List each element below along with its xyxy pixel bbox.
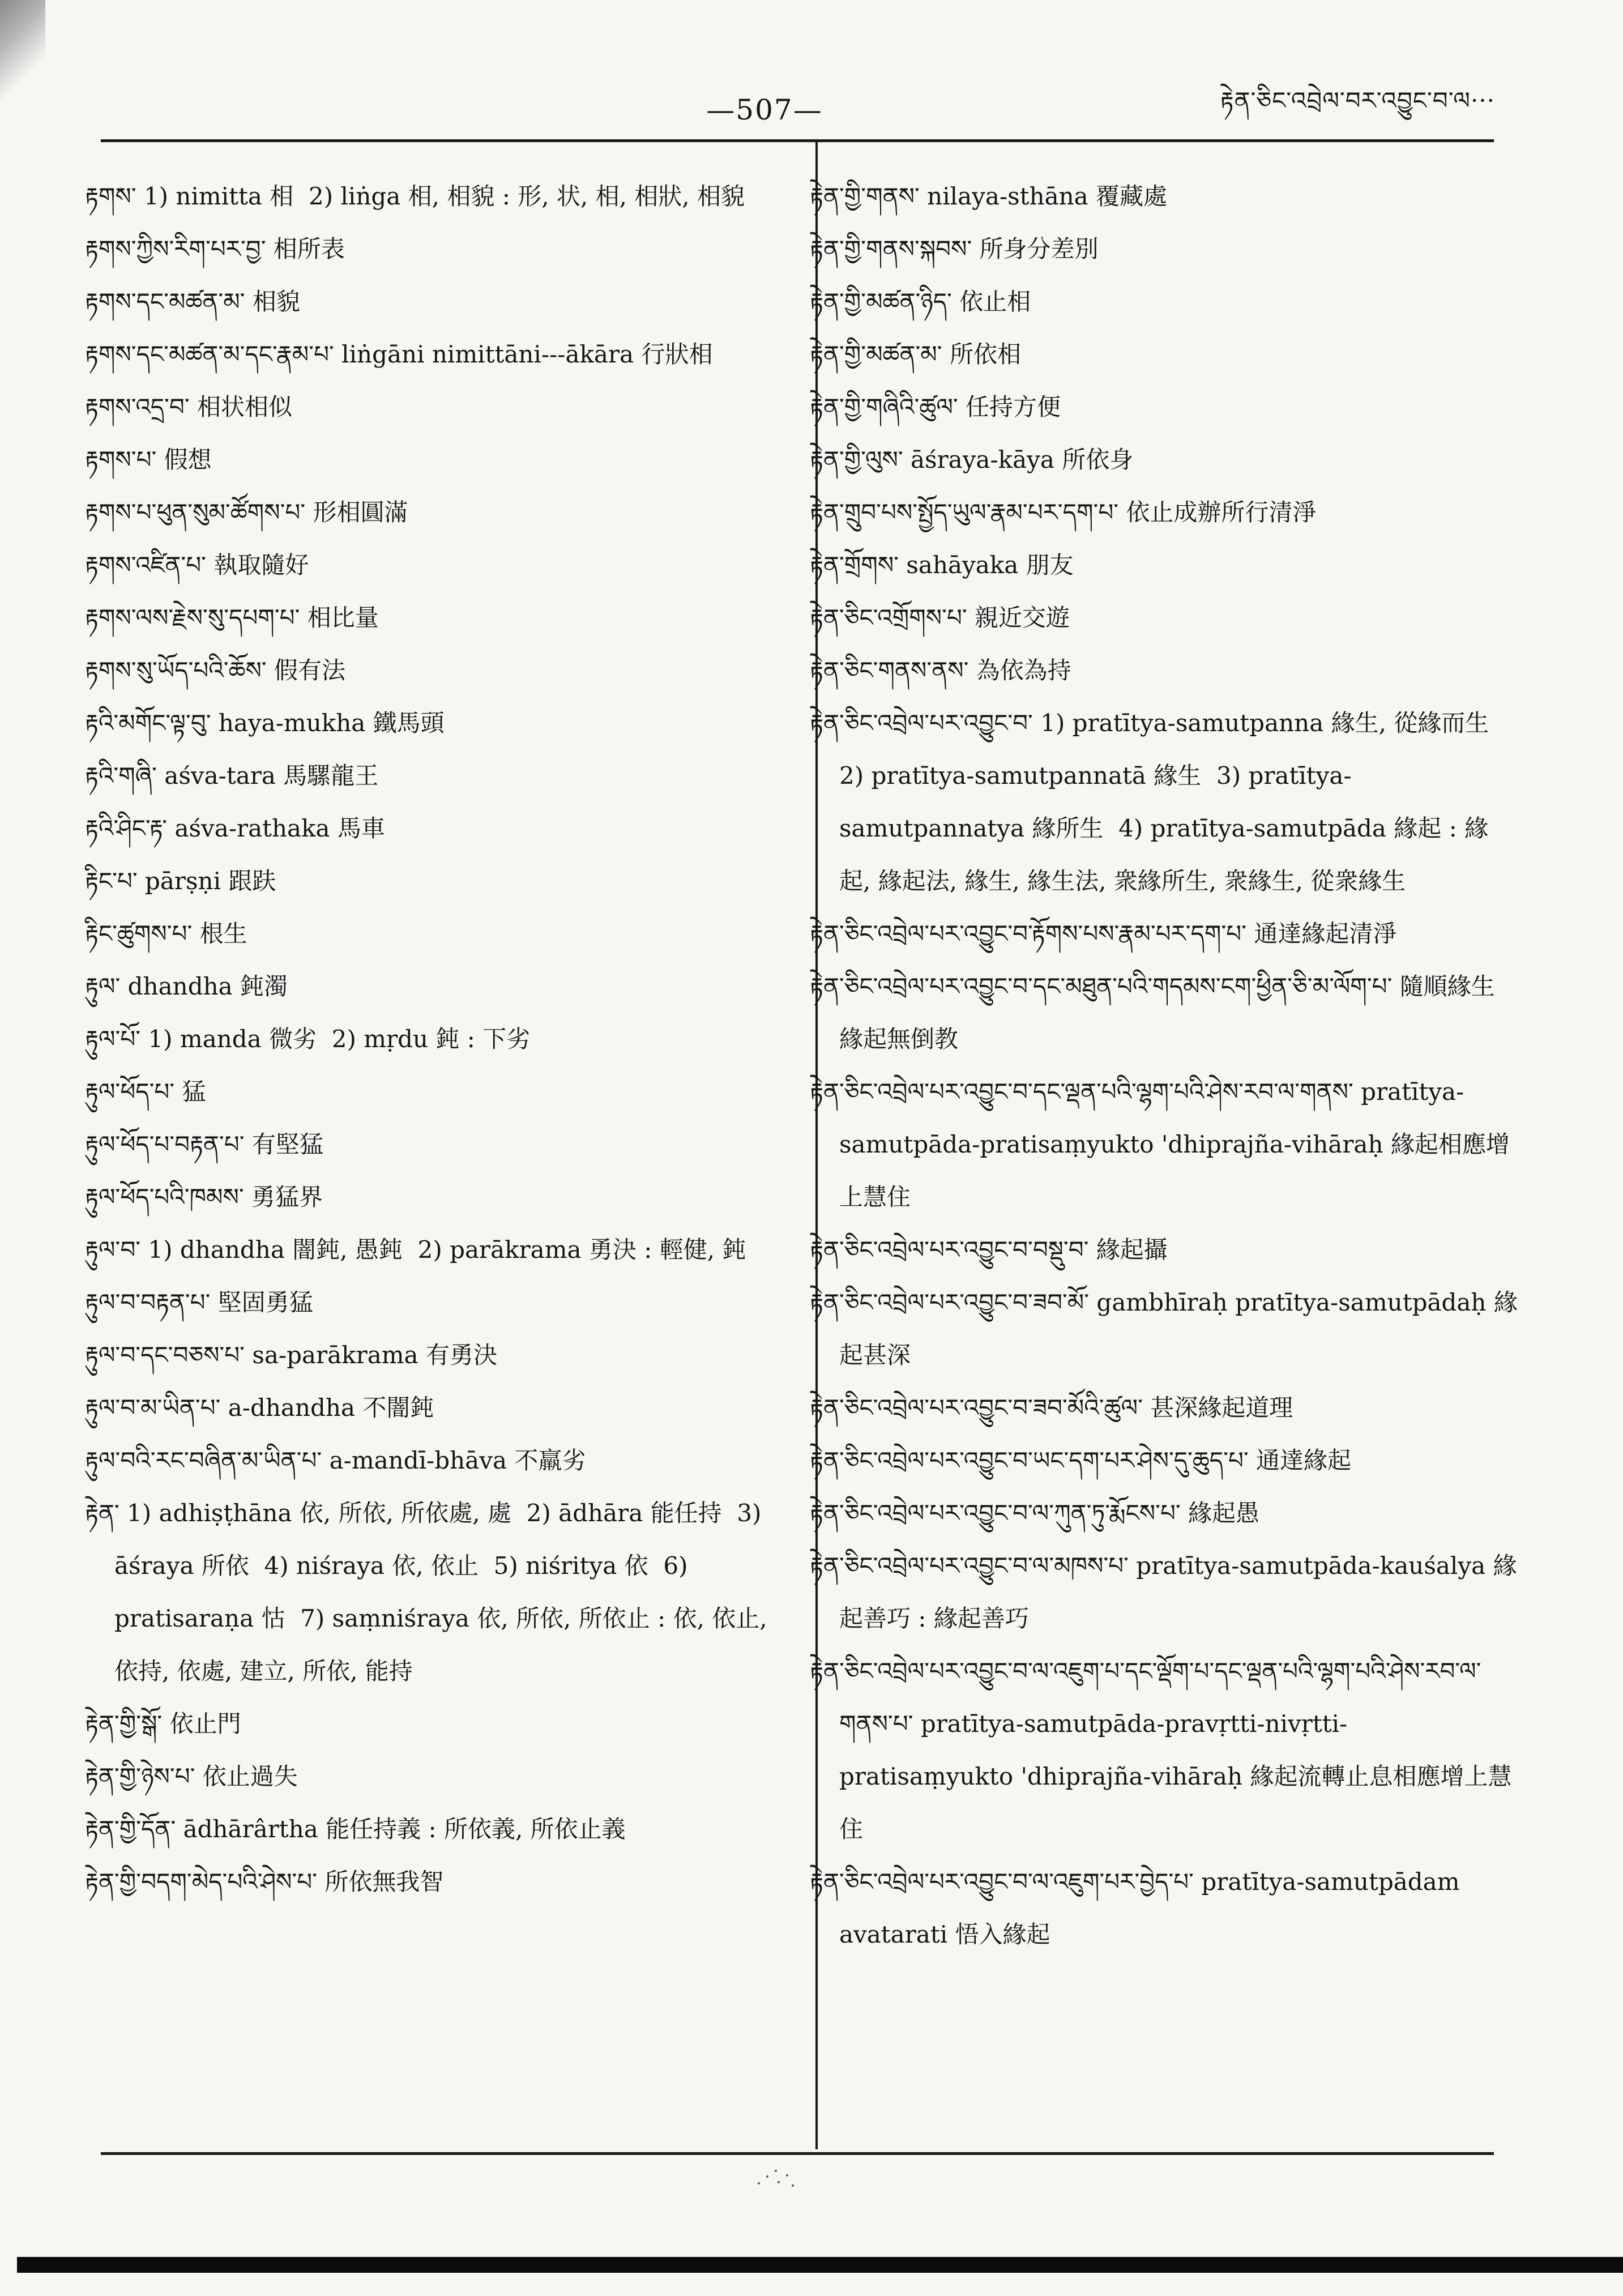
dictionary-entry: རྟེན་ཅིང་འབྲེལ་པར་འབྱུང་བ་ལ་འཇུག་པ་དང་ལྡོག་པ་དང་ལྡན་པའི་ལྷག་པའི་ཤེས་རབ་ལ་གནས་པ་ pratītya-samutpāda-pravṛtti-nivṛtti-pratisaṃyukto 'dhiprajña-vihāraḥ 緣起流轉止息相應增上慧住 xyxy=(810,1657,1512,1843)
dictionary-entry: རྟེན་ཅིང་འབྲེལ་པར་འབྱུང་བ་ལ་མཁས་པ་ pratītya-samutpāda-kauśalya 緣起善巧 : 緣起善巧 xyxy=(810,1552,1517,1632)
dictionary-entry: རྟུལ་ཕོད་པ་བརྟན་པ་ 有堅猛 xyxy=(85,1130,323,1158)
dictionary-entry: རྟུལ་ཕོད་པ་ 猛 xyxy=(85,1078,206,1106)
running-head: རྟེན་ཅིང་འབྲེལ་བར་འབྱུང་བ་ལ··· xyxy=(1220,87,1495,114)
bottom-rule xyxy=(101,2152,1494,2155)
dictionary-entry: རྟེན་གྱི་གནས་ nilaya-sthāna 覆藏處 xyxy=(810,182,1168,210)
dictionary-entry: རྟུལ་བ་ 1) dhandha 闇鈍, 愚鈍 2) parākrama 勇決 : 輕健, 鈍 xyxy=(85,1236,746,1264)
dictionary-entry: རྟེན་ཅིང་འབྲེལ་པར་འབྱུང་བ་ཡང་དག་པར་ཤེས་དུ་ཆུད་པ་ 通達緣起 xyxy=(810,1446,1352,1474)
dictionary-entry: རྟུལ་ dhandha 鈍濁 xyxy=(85,972,288,1000)
dictionary-entry: རྟེན་གྱི་ལུས་ āśraya-kāya 所依身 xyxy=(810,446,1134,473)
right-column xyxy=(810,170,1518,1961)
dictionary-entry: རྟེན་གྱི་གནས་སྐབས་ 所身分差別 xyxy=(810,235,1099,263)
dictionary-entry: རྟགས་སུ་ཡོད་པའི་ཆོས་ 假有法 xyxy=(85,656,345,684)
dictionary-entry: རྟུལ་བའི་རང་བཞིན་མ་ཡིན་པ་ a-mandī-bhāva 不羸劣 xyxy=(85,1446,586,1474)
dictionary-entry: རྟེན་ཅིང་འབྲེལ་པར་འབྱུང་བ་ཟབ་མོ་ gambhīraḥ pratītya-samutpādaḥ 緣起甚深 xyxy=(810,1288,1518,1369)
top-rule xyxy=(101,139,1494,142)
dictionary-entry: རྟེན་ཅིང་འབྲེལ་པར་འབྱུང་བ་དང་མཐུན་པའི་གདམས་ངག་ཕྱིན་ཅི་མ་ལོག་པ་ 隨順緣生緣起無倒教 xyxy=(810,972,1495,1053)
dictionary-entry: རྟགས་པ་ཕུན་སུམ་ཚོགས་པ་ 形相圓滿 xyxy=(85,498,408,526)
dictionary-entry: རྟེན་གྱི་མཚན་མ་ 所依相 xyxy=(810,340,1021,368)
dictionary-entry: རྟའི་ཤིང་རྟ་ aśva-rathaka 馬車 xyxy=(85,814,385,842)
dictionary-entry: རྟེན་གྱི་བདག་མེད་པའི་ཤེས་པ་ 所依無我智 xyxy=(85,1868,444,1896)
dictionary-entry: རྟུལ་པོ་ 1) manda 微劣 2) mṛdu 鈍 : 下劣 xyxy=(85,1025,531,1053)
dictionary-entry: རྟེན་གྲུབ་པས་སྤྱོད་ཡུལ་རྣམ་པར་དག་པ་ 依止成辦所行清淨 xyxy=(810,498,1317,526)
dictionary-entry: རྟེན་གྱི་ཉེས་པ་ 依止過失 xyxy=(85,1762,298,1790)
dictionary-entry: རྟུལ་བ་བརྟན་པ་ 堅固勇猛 xyxy=(85,1288,313,1316)
dictionary-entry: རྟེན་ཅིང་འབྲེལ་པར་འབྱུང་བ་ཟབ་མོའི་ཚུལ་ 甚深緣起道理 xyxy=(810,1394,1293,1422)
dictionary-entry: རྟེན་ཅིང་འགྲོགས་པ་ 親近交遊 xyxy=(810,604,1070,631)
dictionary-entry: རྟེན་གྱི་མཚན་ཉིད་ 依止相 xyxy=(810,288,1031,315)
scan-footer-bar xyxy=(17,2257,1623,2273)
dictionary-entry: རྟེན་ཅིང་འབྲེལ་པར་འབྱུང་བ་དང་ལྡན་པའི་ལྷག་པའི་ཤེས་རབ་ལ་གནས་ pratītya-samutpāda-pratisaṃyukto 'dhiprajña-vihāraḥ 緣起相應增上慧住 xyxy=(810,1078,1510,1211)
dictionary-entry: རྟུལ་བ་མ་ཡིན་པ་ a-dhandha 不闇鈍 xyxy=(85,1394,434,1422)
dictionary-entry: རྟེན་ཅིང་གནས་ནས་ 為依為持 xyxy=(810,656,1071,684)
scan-corner-shadow xyxy=(0,0,45,102)
dictionary-entry: རྟགས་དང་མཚན་མ་ 相貌 xyxy=(85,288,300,315)
dictionary-entry: རྟེན་ཅིང་འབྲེལ་པར་འབྱུང་བ་རྟོགས་པས་རྣམ་པར་དག་པ་ 通達緣起清淨 xyxy=(810,920,1397,948)
dictionary-entry: རྟེན་ཅིང་འབྲེལ་པར་འབྱུང་བ་ལ་ཀུན་ཏུ་རྨོངས་པ་ 緣起愚 xyxy=(810,1499,1260,1527)
dictionary-entry: རྟིང་ཚུགས་པ་ 根生 xyxy=(85,920,247,948)
dictionary-entry: རྟེན་ཅིང་འབྲེལ་པར་འབྱུང་བ་བསྡུ་བ་ 緣起攝 xyxy=(810,1236,1168,1264)
dictionary-entry: རྟགས་ 1) nimitta 相 2) liṅga 相, 相貌 : 形, 状, 相, 相狀, 相貌 xyxy=(85,182,745,210)
left-column xyxy=(85,170,796,1908)
dictionary-entry: རྟེན་གྱི་སྒོ་ 依止門 xyxy=(85,1710,241,1738)
dictionary-entry: རྟགས་འཛིན་པ་ 執取隨好 xyxy=(85,551,309,579)
dictionary-entry: རྟུལ་ཕོད་པའི་ཁམས་ 勇猛界 xyxy=(85,1183,323,1211)
dictionary-entry: རྟིང་པ་ pārṣṇi 跟趺 xyxy=(85,867,276,895)
dictionary-entry: རྟའི་གཞི་ aśva-tara 馬騾龍王 xyxy=(85,762,379,789)
dictionary-entry: རྟགས་ཀྱིས་རིག་པར་བྱ་ 相所表 xyxy=(85,235,345,263)
scan-specks xyxy=(753,2166,798,2195)
dictionary-entry: རྟགས་པ་ 假想 xyxy=(85,446,212,473)
dictionary-entry: རྟེན་ 1) adhiṣṭhāna 依, 所依, 所依處, 處 2) ādhāra 能任持 3) āśraya 所依 4) niśraya 依, 依止 5) niśritya 依 6) pratisaraṇa 怙 7) saṃniśraya 依, 所依, 所依止 : 依, 依止, 依持, 依處, 建立, 所依, 能持 xyxy=(85,1499,775,1685)
dictionary-entry: རྟུལ་བ་དང་བཅས་པ་ sa-parākrama 有勇決 xyxy=(85,1341,497,1369)
dictionary-entry: རྟེན་གྱི་དོན་ ādhārârtha 能任持義 : 所依義, 所依止義 xyxy=(85,1815,626,1843)
dictionary-entry: རྟགས་ལས་རྗེས་སུ་དཔག་པ་ 相比量 xyxy=(85,604,379,631)
dictionary-entry: རྟགས་འདྲ་བ་ 相状相似 xyxy=(85,393,293,421)
dictionary-entry: རྟགས་དང་མཚན་མ་དང་རྣམ་པ་ liṅgāni nimittāni---ākāra 行狀相 xyxy=(85,340,713,368)
dictionary-entry: རྟེན་ཅིང་འབྲེལ་པར་འབྱུང་བ་ 1) pratītya-samutpanna 緣生, 從緣而生 2) pratītya-samutpannatā 緣生 3) pratītya-samutpannatya 緣所生 4) pratītya-samutpāda 緣起 : 緣起, 緣起法, 緣生, 緣生法, 衆緣所生, 衆緣生, 從衆緣生 xyxy=(810,709,1505,895)
page-number: —507— xyxy=(706,93,823,126)
dictionary-entry: རྟེན་གྲོགས་ sahāyaka 朋友 xyxy=(810,551,1074,579)
dictionary-entry: རྟེན་གྱི་གཞིའི་ཚུལ་ 任持方便 xyxy=(810,393,1061,421)
dictionary-entry: རྟའི་མགོང་ལྟ་བུ་ haya-mukha 鐵馬頭 xyxy=(85,709,445,737)
dictionary-entry: རྟེན་ཅིང་འབྲེལ་པར་འབྱུང་བ་ལ་འཇུག་པར་བྱེད་པ་ pratītya-samutpādam avatarati 悟入緣起 xyxy=(810,1868,1467,1948)
